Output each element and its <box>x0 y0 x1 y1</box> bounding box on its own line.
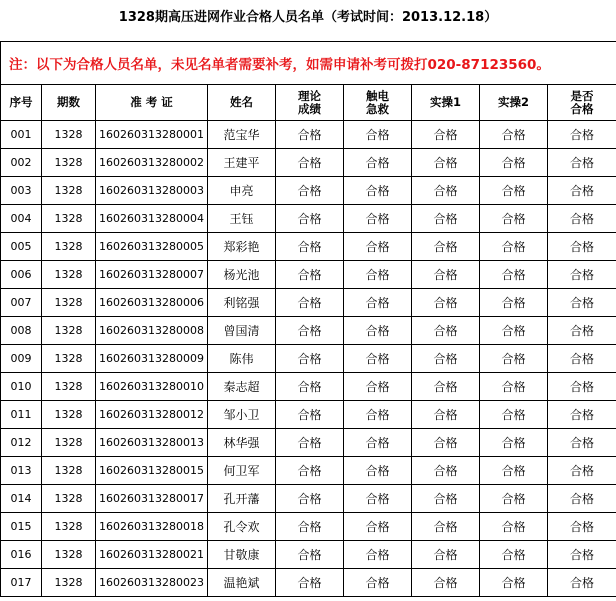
cell-period: 1328 <box>42 205 96 233</box>
cell-qualified: 合格 <box>548 121 616 149</box>
cell-theory: 合格 <box>276 429 344 457</box>
cell-ticket: 160260313280012 <box>96 401 208 429</box>
cell-period: 1328 <box>42 541 96 569</box>
cell-seq: 010 <box>1 373 42 401</box>
cell-prac1: 合格 <box>412 401 480 429</box>
cell-theory: 合格 <box>276 513 344 541</box>
cell-prac2: 合格 <box>480 289 548 317</box>
cell-name: 邹小卫 <box>208 401 276 429</box>
cell-prac2: 合格 <box>480 401 548 429</box>
cell-shock: 合格 <box>344 373 412 401</box>
cell-period: 1328 <box>42 485 96 513</box>
cell-seq: 005 <box>1 233 42 261</box>
cell-theory: 合格 <box>276 569 344 597</box>
cell-prac2: 合格 <box>480 149 548 177</box>
cell-seq: 003 <box>1 177 42 205</box>
cell-ticket: 160260313280008 <box>96 317 208 345</box>
cell-name: 范宝华 <box>208 121 276 149</box>
cell-seq: 008 <box>1 317 42 345</box>
cell-prac1: 合格 <box>412 569 480 597</box>
cell-theory: 合格 <box>276 373 344 401</box>
cell-theory: 合格 <box>276 401 344 429</box>
cell-name: 王钰 <box>208 205 276 233</box>
cell-shock: 合格 <box>344 261 412 289</box>
cell-ticket: 160260313280003 <box>96 177 208 205</box>
cell-qualified: 合格 <box>548 485 616 513</box>
cell-prac2: 合格 <box>480 177 548 205</box>
cell-ticket: 160260313280004 <box>96 205 208 233</box>
cell-shock: 合格 <box>344 401 412 429</box>
cell-prac1: 合格 <box>412 345 480 373</box>
cell-period: 1328 <box>42 429 96 457</box>
cell-name: 温艳斌 <box>208 569 276 597</box>
cell-name: 曾国清 <box>208 317 276 345</box>
table-row <box>1 177 616 205</box>
cell-prac2: 合格 <box>480 513 548 541</box>
cell-prac2: 合格 <box>480 429 548 457</box>
cell-seq: 006 <box>1 261 42 289</box>
cell-prac2: 合格 <box>480 121 548 149</box>
cell-qualified: 合格 <box>548 149 616 177</box>
cell-qualified: 合格 <box>548 289 616 317</box>
cell-shock: 合格 <box>344 121 412 149</box>
table-row <box>1 401 616 429</box>
cell-prac2: 合格 <box>480 345 548 373</box>
cell-ticket: 160260313280001 <box>96 121 208 149</box>
cell-prac2: 合格 <box>480 205 548 233</box>
table-row <box>1 121 616 149</box>
cell-theory: 合格 <box>276 457 344 485</box>
cell-shock: 合格 <box>344 233 412 261</box>
header-seq: 序号 <box>1 85 42 121</box>
cell-theory: 合格 <box>276 261 344 289</box>
cell-qualified: 合格 <box>548 457 616 485</box>
cell-seq: 004 <box>1 205 42 233</box>
cell-theory: 合格 <box>276 289 344 317</box>
page-title: 1328期高压进网作业合格人员名单（考试时间：2013.12.18） <box>118 10 498 25</box>
cell-theory: 合格 <box>276 149 344 177</box>
cell-ticket: 160260313280005 <box>96 233 208 261</box>
cell-theory: 合格 <box>276 541 344 569</box>
cell-ticket: 160260313280002 <box>96 149 208 177</box>
cell-shock: 合格 <box>344 541 412 569</box>
cell-prac1: 合格 <box>412 317 480 345</box>
cell-shock: 合格 <box>344 513 412 541</box>
cell-prac1: 合格 <box>412 513 480 541</box>
cell-seq: 013 <box>1 457 42 485</box>
cell-period: 1328 <box>42 261 96 289</box>
header-prac2: 实操2 <box>480 85 548 121</box>
cell-qualified: 合格 <box>548 345 616 373</box>
cell-seq: 007 <box>1 289 42 317</box>
cell-period: 1328 <box>42 569 96 597</box>
cell-seq: 017 <box>1 569 42 597</box>
cell-ticket: 160260313280013 <box>96 429 208 457</box>
cell-seq: 012 <box>1 429 42 457</box>
cell-prac1: 合格 <box>412 289 480 317</box>
cell-theory: 合格 <box>276 233 344 261</box>
cell-name: 何卫军 <box>208 457 276 485</box>
cell-ticket: 160260313280006 <box>96 289 208 317</box>
cell-qualified: 合格 <box>548 401 616 429</box>
cell-name: 申亮 <box>208 177 276 205</box>
cell-prac1: 合格 <box>412 177 480 205</box>
cell-name: 杨光池 <box>208 261 276 289</box>
cell-prac2: 合格 <box>480 373 548 401</box>
cell-name: 林华强 <box>208 429 276 457</box>
cell-prac1: 合格 <box>412 429 480 457</box>
cell-shock: 合格 <box>344 429 412 457</box>
cell-prac2: 合格 <box>480 317 548 345</box>
cell-prac1: 合格 <box>412 205 480 233</box>
table-row <box>1 457 616 485</box>
cell-seq: 002 <box>1 149 42 177</box>
cell-prac2: 合格 <box>480 233 548 261</box>
cell-period: 1328 <box>42 373 96 401</box>
header-qualified: 是否 合格 <box>548 85 616 121</box>
cell-seq: 014 <box>1 485 42 513</box>
cell-ticket: 160260313280007 <box>96 261 208 289</box>
cell-shock: 合格 <box>344 205 412 233</box>
cell-qualified: 合格 <box>548 317 616 345</box>
cell-seq: 001 <box>1 121 42 149</box>
table-row <box>1 317 616 345</box>
table-row <box>1 205 616 233</box>
table-row <box>1 233 616 261</box>
cell-prac1: 合格 <box>412 261 480 289</box>
cell-qualified: 合格 <box>548 541 616 569</box>
cell-prac1: 合格 <box>412 485 480 513</box>
cell-qualified: 合格 <box>548 233 616 261</box>
cell-period: 1328 <box>42 401 96 429</box>
cell-prac1: 合格 <box>412 373 480 401</box>
cell-shock: 合格 <box>344 457 412 485</box>
table-header-row <box>1 85 616 121</box>
table-row <box>1 345 616 373</box>
notice-text: 注：以下为合格人员名单，未见名单者需要补考，如需申请补考可拨打020-87123560。 <box>1 42 616 85</box>
cell-prac1: 合格 <box>412 541 480 569</box>
cell-name: 秦志超 <box>208 373 276 401</box>
cell-qualified: 合格 <box>548 513 616 541</box>
cell-shock: 合格 <box>344 317 412 345</box>
header-shock: 触电 急救 <box>344 85 412 121</box>
cell-qualified: 合格 <box>548 373 616 401</box>
cell-period: 1328 <box>42 177 96 205</box>
cell-shock: 合格 <box>344 345 412 373</box>
cell-prac2: 合格 <box>480 485 548 513</box>
cell-seq: 015 <box>1 513 42 541</box>
qualified-list-table <box>0 41 616 597</box>
header-ticket: 准 考 证 <box>96 85 208 121</box>
cell-seq: 009 <box>1 345 42 373</box>
cell-prac2: 合格 <box>480 457 548 485</box>
cell-period: 1328 <box>42 513 96 541</box>
cell-theory: 合格 <box>276 485 344 513</box>
cell-prac1: 合格 <box>412 233 480 261</box>
cell-prac1: 合格 <box>412 121 480 149</box>
cell-period: 1328 <box>42 457 96 485</box>
cell-period: 1328 <box>42 289 96 317</box>
table-row <box>1 485 616 513</box>
header-theory: 理论 成绩 <box>276 85 344 121</box>
cell-prac1: 合格 <box>412 149 480 177</box>
cell-name: 王建平 <box>208 149 276 177</box>
header-name: 姓名 <box>208 85 276 121</box>
cell-ticket: 160260313280010 <box>96 373 208 401</box>
cell-name: 陈伟 <box>208 345 276 373</box>
cell-ticket: 160260313280015 <box>96 457 208 485</box>
cell-shock: 合格 <box>344 177 412 205</box>
table-row <box>1 373 616 401</box>
cell-period: 1328 <box>42 233 96 261</box>
table-row <box>1 149 616 177</box>
cell-shock: 合格 <box>344 289 412 317</box>
cell-prac2: 合格 <box>480 541 548 569</box>
cell-qualified: 合格 <box>548 205 616 233</box>
cell-qualified: 合格 <box>548 569 616 597</box>
cell-qualified: 合格 <box>548 261 616 289</box>
cell-theory: 合格 <box>276 177 344 205</box>
table-body <box>1 121 616 597</box>
cell-period: 1328 <box>42 121 96 149</box>
cell-period: 1328 <box>42 149 96 177</box>
cell-period: 1328 <box>42 345 96 373</box>
cell-name: 甘敬康 <box>208 541 276 569</box>
cell-prac2: 合格 <box>480 261 548 289</box>
table-row <box>1 569 616 597</box>
cell-theory: 合格 <box>276 121 344 149</box>
cell-period: 1328 <box>42 317 96 345</box>
header-prac1: 实操1 <box>412 85 480 121</box>
cell-name: 孔开藩 <box>208 485 276 513</box>
cell-theory: 合格 <box>276 345 344 373</box>
cell-ticket: 160260313280009 <box>96 345 208 373</box>
cell-shock: 合格 <box>344 569 412 597</box>
cell-ticket: 160260313280018 <box>96 513 208 541</box>
cell-prac1: 合格 <box>412 457 480 485</box>
cell-seq: 011 <box>1 401 42 429</box>
cell-ticket: 160260313280017 <box>96 485 208 513</box>
cell-name: 利铭强 <box>208 289 276 317</box>
cell-qualified: 合格 <box>548 429 616 457</box>
cell-name: 孔令欢 <box>208 513 276 541</box>
cell-seq: 016 <box>1 541 42 569</box>
table-row <box>1 261 616 289</box>
cell-ticket: 160260313280023 <box>96 569 208 597</box>
cell-qualified: 合格 <box>548 177 616 205</box>
header-period: 期数 <box>42 85 96 121</box>
cell-theory: 合格 <box>276 205 344 233</box>
table-row <box>1 429 616 457</box>
cell-name: 郑彩艳 <box>208 233 276 261</box>
table-row <box>1 541 616 569</box>
cell-ticket: 160260313280021 <box>96 541 208 569</box>
cell-prac2: 合格 <box>480 569 548 597</box>
cell-shock: 合格 <box>344 149 412 177</box>
table-row <box>1 513 616 541</box>
cell-shock: 合格 <box>344 485 412 513</box>
cell-theory: 合格 <box>276 317 344 345</box>
table-row <box>1 289 616 317</box>
